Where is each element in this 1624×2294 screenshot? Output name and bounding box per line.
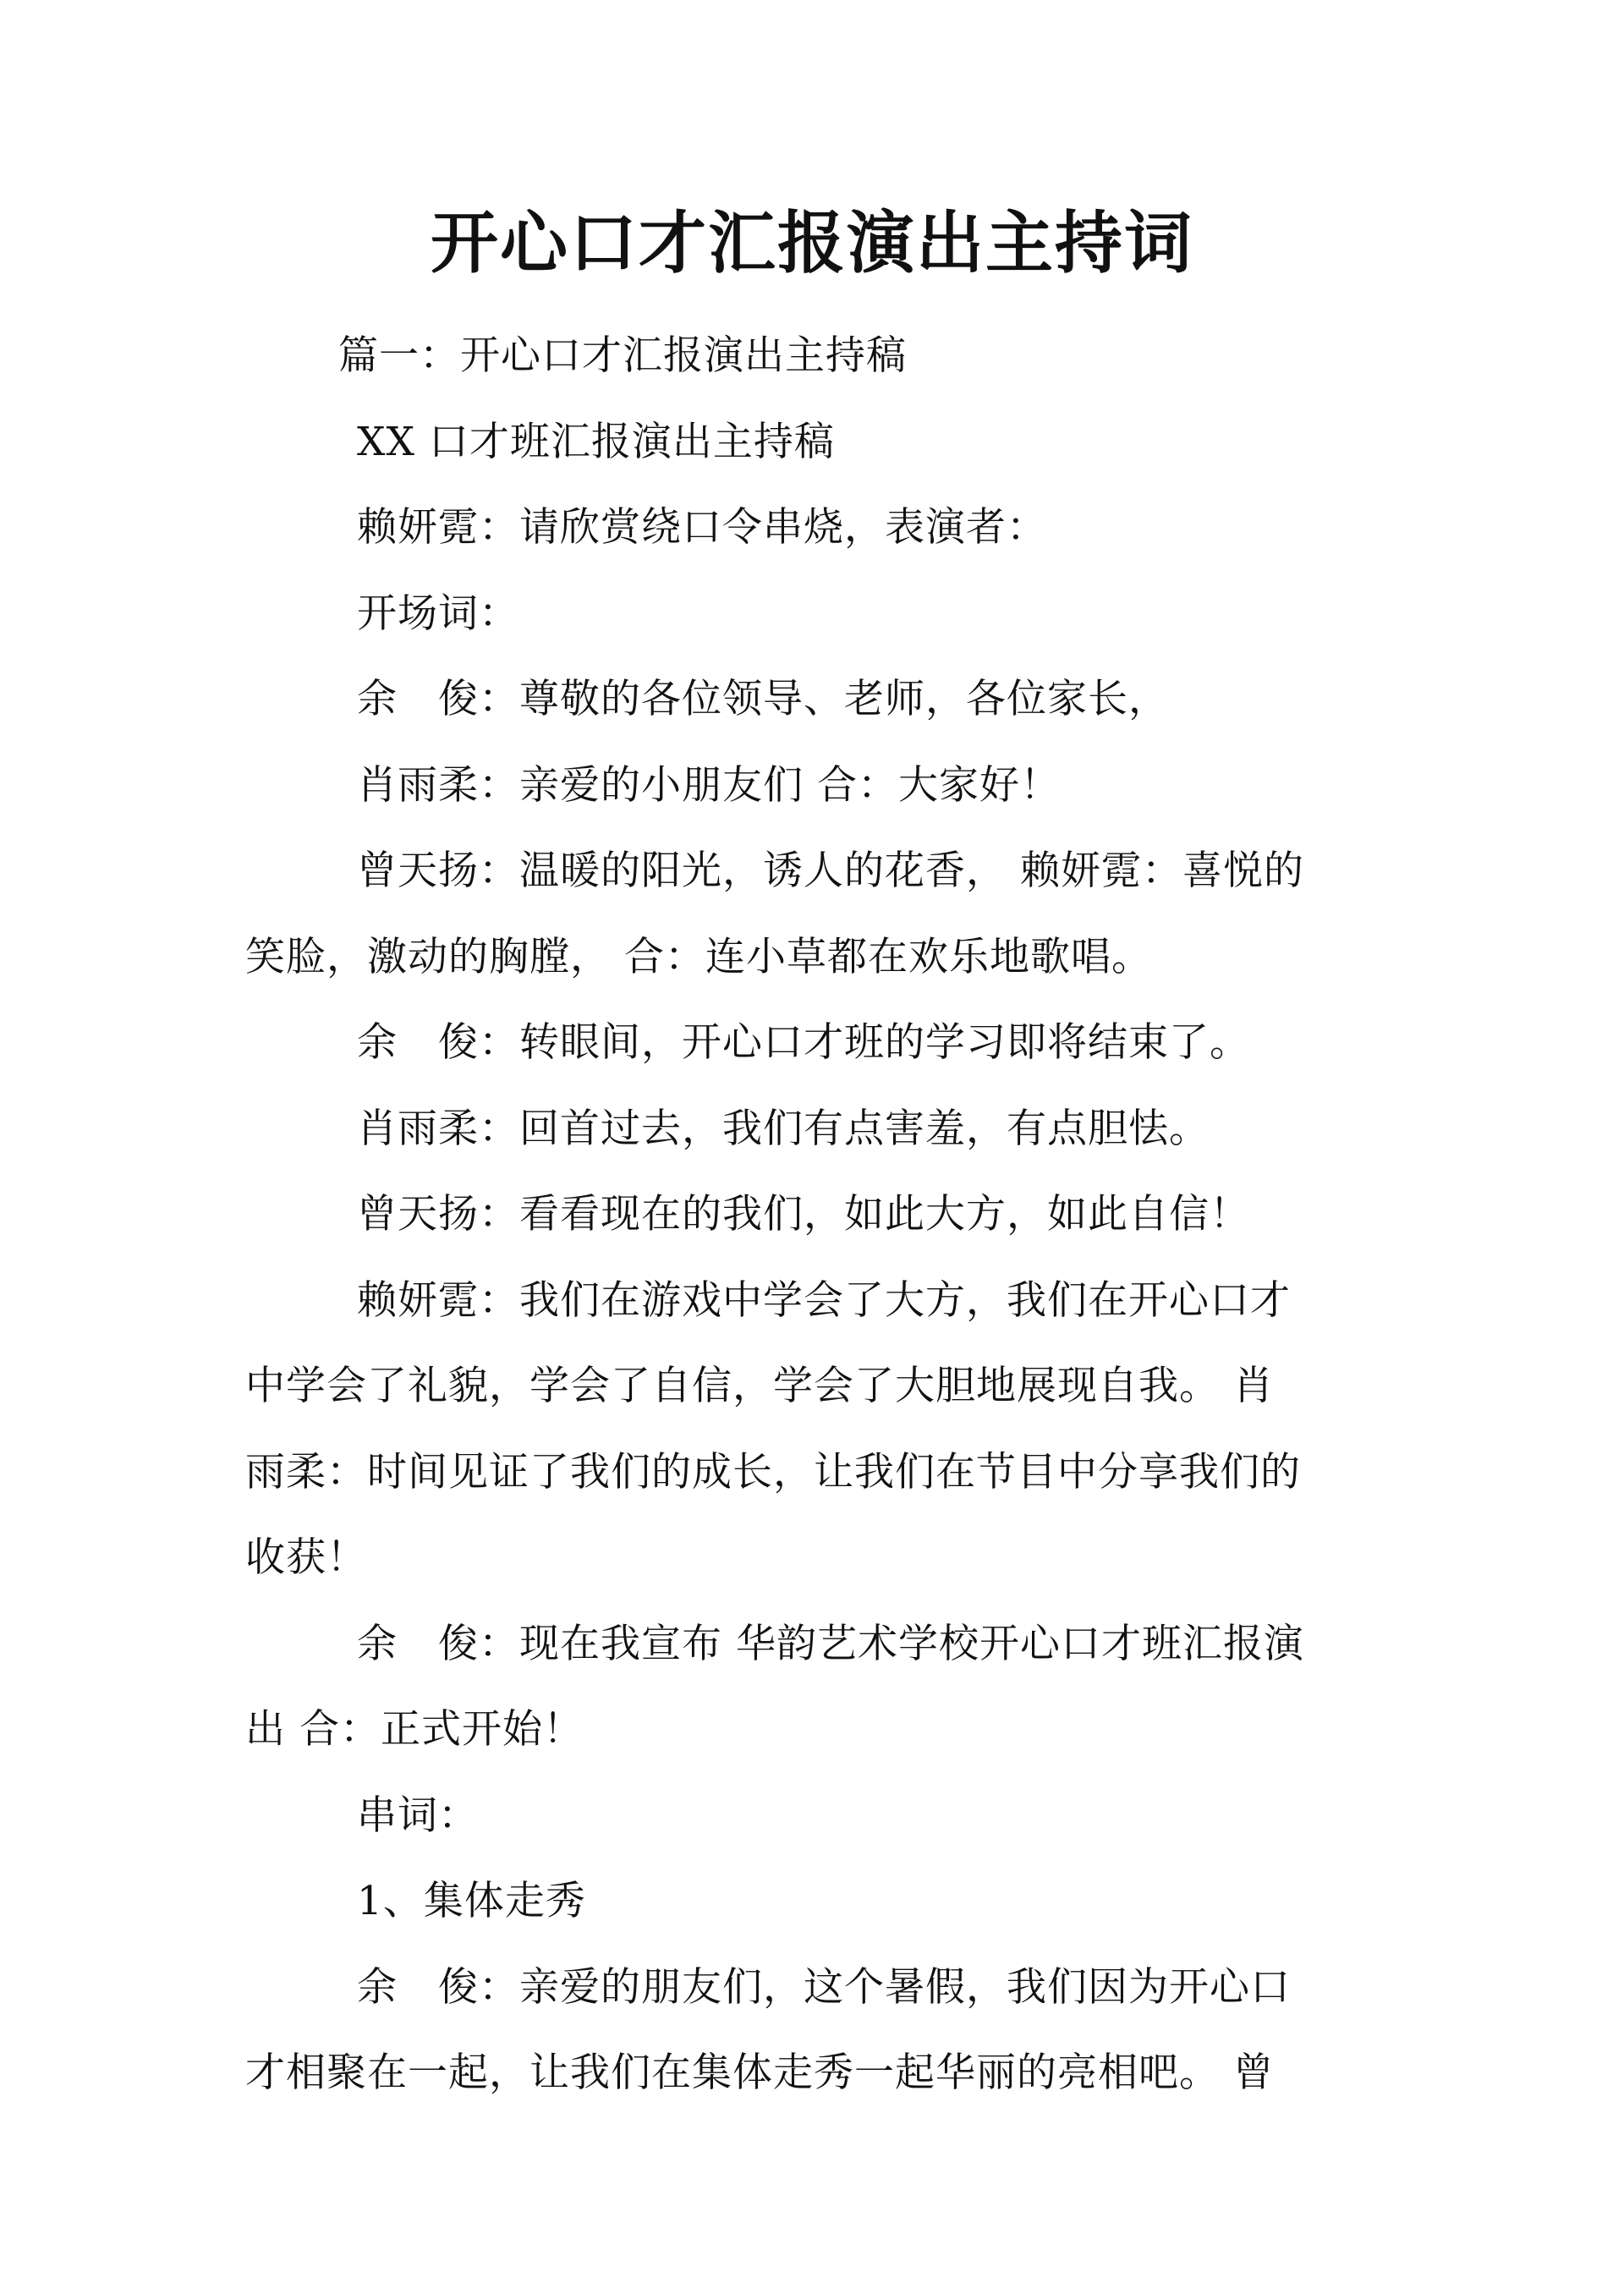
paragraph-line: 肖雨柔：回首过去，我们有点害羞，有点胆怯。: [357, 1105, 1210, 1152]
paragraph-line: 串词：: [357, 1792, 479, 1839]
list-item: 1、集体走秀: [357, 1878, 586, 1924]
paragraph-line: 中学会了礼貌，学会了自信，学会了大胆地展现自我。 肖: [245, 1363, 1274, 1409]
paragraph-line: 余 俊：转眼间，开心口才班的学习即将结束了。: [357, 1019, 1250, 1066]
paragraph-line: 余 俊：尊敬的各位领导、老师，各位家长，: [357, 676, 1169, 722]
document-title: 开心口才汇报演出主持词: [431, 203, 1193, 283]
paragraph-line: 余 俊：亲爱的朋友们，这个暑假，我们因为开心口: [357, 1963, 1291, 2011]
paragraph-line: 赖妍霓：我们在游戏中学会了大方，我们在开心口才: [357, 1276, 1291, 1324]
paragraph-line: 开场词：: [357, 590, 519, 637]
document-body: [245, 313, 1387, 2116]
paragraph-line: 才相聚在一起，让我们在集体走秀一起华丽的亮相吧。 曾: [245, 2050, 1274, 2096]
paragraph-line: 出 合：正式开始！: [245, 1706, 584, 1753]
paragraph-line: 曾天扬：看看现在的我们，如此大方，如此自信！: [357, 1191, 1250, 1238]
paragraph-line: 赖妍霓：请欣赏绕口令串烧，表演者：: [357, 504, 1047, 551]
paragraph-line: 余 俊：现在我宣布 华韵艺术学校开心口才班汇报演: [357, 1620, 1304, 1667]
paragraph-line: 笑脸，激动的胸膛， 合：连小草都在欢乐地歌唱。: [245, 933, 1152, 980]
paragraph-line: 雨柔：时间见证了我们的成长，让我们在节目中分享我们的: [245, 1448, 1301, 1495]
subheading: XX 口才班汇报演出主持稿: [357, 418, 835, 465]
paragraph-line: 曾天扬：温暖的阳光，诱人的花香， 赖妍霓：喜悦的: [357, 848, 1304, 894]
paragraph-line: 肖雨柔：亲爱的小朋友们 合：大家好！: [357, 761, 1061, 809]
paragraph-line: 收获！: [245, 1534, 367, 1581]
section-heading: 篇一：开心口才汇报演出主持稿: [338, 332, 907, 379]
